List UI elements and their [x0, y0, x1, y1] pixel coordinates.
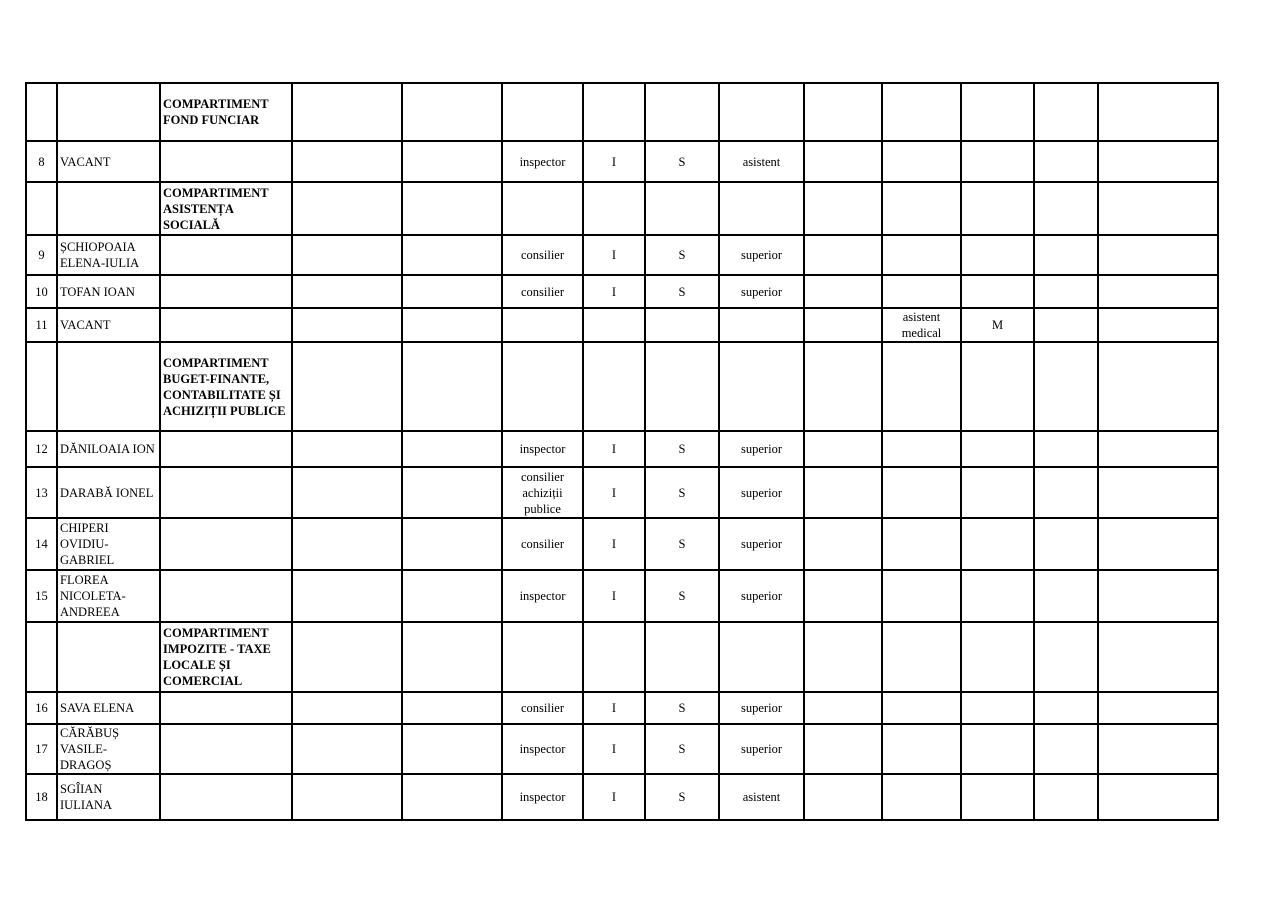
row-number: 15	[26, 570, 57, 622]
empty-cell	[402, 141, 502, 182]
empty-cell	[1098, 724, 1218, 774]
empty-cell	[26, 182, 57, 235]
contract-studies-cell	[961, 431, 1034, 467]
function-cell: inspector	[502, 431, 583, 467]
class-cell: I	[583, 275, 645, 308]
empty-cell	[26, 622, 57, 692]
empty-cell	[402, 83, 502, 141]
class-cell: I	[583, 141, 645, 182]
empty-cell	[160, 141, 292, 182]
empty-cell	[804, 342, 882, 431]
grade-cell: superior	[719, 518, 804, 570]
table-row	[26, 141, 1218, 182]
grade-cell: superior	[719, 431, 804, 467]
empty-cell	[402, 518, 502, 570]
empty-cell	[804, 275, 882, 308]
empty-cell	[502, 182, 583, 235]
empty-cell	[292, 692, 402, 724]
empty-cell	[645, 622, 719, 692]
empty-cell	[1098, 235, 1218, 275]
table-row	[26, 518, 1218, 570]
empty-cell	[292, 141, 402, 182]
table-row	[26, 774, 1218, 820]
empty-cell	[402, 467, 502, 518]
studies-cell: S	[645, 692, 719, 724]
empty-cell	[1034, 467, 1098, 518]
empty-cell	[882, 342, 961, 431]
empty-cell	[645, 83, 719, 141]
class-cell: I	[583, 467, 645, 518]
empty-cell	[292, 182, 402, 235]
class-cell: I	[583, 570, 645, 622]
function-cell: consilier	[502, 235, 583, 275]
empty-cell	[57, 342, 160, 431]
contract-function-cell	[882, 692, 961, 724]
empty-cell	[804, 622, 882, 692]
empty-cell	[1034, 235, 1098, 275]
empty-cell	[583, 83, 645, 141]
grade-cell: superior	[719, 467, 804, 518]
empty-cell	[160, 431, 292, 467]
section-title: COMPARTIMENT BUGET-FINANTE, CONTABILITATE ȘI ACHIZIȚII PUBLICE	[160, 342, 292, 431]
table-row	[26, 308, 1218, 342]
contract-function-cell	[882, 467, 961, 518]
empty-cell	[719, 342, 804, 431]
empty-cell	[1098, 570, 1218, 622]
empty-cell	[402, 774, 502, 820]
table-row	[26, 570, 1218, 622]
empty-cell	[57, 182, 160, 235]
empty-cell	[160, 308, 292, 342]
empty-cell	[402, 724, 502, 774]
class-cell: I	[583, 235, 645, 275]
section-row	[26, 622, 1218, 692]
empty-cell	[160, 570, 292, 622]
empty-cell	[160, 724, 292, 774]
empty-cell	[160, 235, 292, 275]
empty-cell	[1098, 275, 1218, 308]
table-row	[26, 467, 1218, 518]
empty-cell	[961, 83, 1034, 141]
empty-cell	[804, 692, 882, 724]
contract-studies-cell	[961, 235, 1034, 275]
empty-cell	[292, 774, 402, 820]
row-number: 13	[26, 467, 57, 518]
staff-table	[25, 82, 1219, 821]
studies-cell: S	[645, 518, 719, 570]
row-number: 10	[26, 275, 57, 308]
contract-function-cell	[882, 141, 961, 182]
contract-function-cell	[882, 774, 961, 820]
empty-cell	[160, 692, 292, 724]
empty-cell	[292, 570, 402, 622]
empty-cell	[882, 622, 961, 692]
empty-cell	[882, 83, 961, 141]
empty-cell	[804, 518, 882, 570]
row-number: 17	[26, 724, 57, 774]
contract-studies-cell	[961, 518, 1034, 570]
empty-cell	[292, 467, 402, 518]
empty-cell	[1034, 724, 1098, 774]
function-cell: consilier	[502, 518, 583, 570]
empty-cell	[804, 570, 882, 622]
function-cell: inspector	[502, 570, 583, 622]
empty-cell	[1034, 83, 1098, 141]
function-cell: inspector	[502, 724, 583, 774]
empty-cell	[1034, 182, 1098, 235]
empty-cell	[402, 431, 502, 467]
person-name: FLOREA NICOLETA-ANDREEA	[57, 570, 160, 622]
function-cell: consilier achiziții publice	[502, 467, 583, 518]
studies-cell: S	[645, 141, 719, 182]
empty-cell	[502, 342, 583, 431]
contract-function-cell	[882, 275, 961, 308]
person-name: SAVA ELENA	[57, 692, 160, 724]
empty-cell	[292, 83, 402, 141]
empty-cell	[402, 235, 502, 275]
studies-cell: S	[645, 467, 719, 518]
row-number: 8	[26, 141, 57, 182]
row-number: 18	[26, 774, 57, 820]
person-name: CĂRĂBUȘ VASILE-DRAGOȘ	[57, 724, 160, 774]
empty-cell	[1098, 141, 1218, 182]
empty-cell	[402, 570, 502, 622]
contract-studies-cell	[961, 467, 1034, 518]
empty-cell	[292, 518, 402, 570]
row-number: 9	[26, 235, 57, 275]
empty-cell	[402, 622, 502, 692]
grade-cell: asistent	[719, 774, 804, 820]
studies-cell: S	[645, 570, 719, 622]
empty-cell	[160, 275, 292, 308]
empty-cell	[583, 182, 645, 235]
row-number: 12	[26, 431, 57, 467]
empty-cell	[719, 182, 804, 235]
empty-cell	[804, 235, 882, 275]
grade-cell: superior	[719, 570, 804, 622]
grade-cell	[719, 308, 804, 342]
table-row	[26, 235, 1218, 275]
empty-cell	[961, 622, 1034, 692]
contract-studies-cell	[961, 141, 1034, 182]
empty-cell	[292, 622, 402, 692]
empty-cell	[1034, 774, 1098, 820]
studies-cell: S	[645, 235, 719, 275]
empty-cell	[1098, 774, 1218, 820]
empty-cell	[160, 774, 292, 820]
empty-cell	[1098, 342, 1218, 431]
section-title: COMPARTIMENT FOND FUNCIAR	[160, 83, 292, 141]
empty-cell	[1034, 342, 1098, 431]
empty-cell	[1098, 692, 1218, 724]
empty-cell	[26, 83, 57, 141]
empty-cell	[719, 622, 804, 692]
contract-function-cell: asistent medical	[882, 308, 961, 342]
empty-cell	[292, 235, 402, 275]
empty-cell	[1034, 308, 1098, 342]
empty-cell	[1034, 431, 1098, 467]
empty-cell	[961, 182, 1034, 235]
row-number: 14	[26, 518, 57, 570]
class-cell: I	[583, 724, 645, 774]
empty-cell	[1034, 518, 1098, 570]
row-number: 16	[26, 692, 57, 724]
empty-cell	[502, 83, 583, 141]
empty-cell	[160, 467, 292, 518]
empty-cell	[292, 342, 402, 431]
empty-cell	[804, 774, 882, 820]
person-name: VACANT	[57, 141, 160, 182]
empty-cell	[1098, 83, 1218, 141]
person-name: DĂNILOAIA ION	[57, 431, 160, 467]
empty-cell	[804, 467, 882, 518]
studies-cell: S	[645, 275, 719, 308]
empty-cell	[402, 182, 502, 235]
contract-function-cell	[882, 431, 961, 467]
empty-cell	[1098, 467, 1218, 518]
contract-function-cell	[882, 724, 961, 774]
table-row	[26, 692, 1218, 724]
contract-studies-cell	[961, 724, 1034, 774]
empty-cell	[402, 275, 502, 308]
class-cell: I	[583, 692, 645, 724]
person-name: TOFAN IOAN	[57, 275, 160, 308]
empty-cell	[804, 141, 882, 182]
empty-cell	[645, 182, 719, 235]
function-cell	[502, 308, 583, 342]
empty-cell	[402, 342, 502, 431]
studies-cell: S	[645, 724, 719, 774]
contract-studies-cell	[961, 692, 1034, 724]
class-cell: I	[583, 518, 645, 570]
empty-cell	[583, 622, 645, 692]
empty-cell	[804, 83, 882, 141]
studies-cell: S	[645, 774, 719, 820]
empty-cell	[804, 724, 882, 774]
contract-function-cell	[882, 570, 961, 622]
section-title: COMPARTIMENT ASISTENȚA SOCIALĂ	[160, 182, 292, 235]
empty-cell	[292, 308, 402, 342]
section-row	[26, 83, 1218, 141]
section-row	[26, 342, 1218, 431]
empty-cell	[1034, 141, 1098, 182]
empty-cell	[1098, 182, 1218, 235]
class-cell: I	[583, 431, 645, 467]
person-name: VACANT	[57, 308, 160, 342]
person-name: CHIPERI OVIDIU-GABRIEL	[57, 518, 160, 570]
empty-cell	[645, 342, 719, 431]
empty-cell	[719, 83, 804, 141]
grade-cell: superior	[719, 692, 804, 724]
contract-studies-cell	[961, 774, 1034, 820]
empty-cell	[292, 275, 402, 308]
empty-cell	[57, 83, 160, 141]
grade-cell: superior	[719, 724, 804, 774]
section-title: COMPARTIMENT IMPOZITE - TAXE LOCALE ȘI COMERCIAL	[160, 622, 292, 692]
contract-function-cell	[882, 235, 961, 275]
empty-cell	[57, 622, 160, 692]
grade-cell: asistent	[719, 141, 804, 182]
empty-cell	[1098, 622, 1218, 692]
function-cell: inspector	[502, 141, 583, 182]
section-row	[26, 182, 1218, 235]
contract-studies-cell	[961, 275, 1034, 308]
class-cell: I	[583, 774, 645, 820]
empty-cell	[804, 182, 882, 235]
empty-cell	[882, 182, 961, 235]
contract-studies-cell	[961, 570, 1034, 622]
person-name: SGÎIAN IULIANA	[57, 774, 160, 820]
empty-cell	[1034, 692, 1098, 724]
empty-cell	[804, 308, 882, 342]
empty-cell	[1034, 570, 1098, 622]
empty-cell	[961, 342, 1034, 431]
empty-cell	[402, 308, 502, 342]
table-row	[26, 275, 1218, 308]
studies-cell	[645, 308, 719, 342]
empty-cell	[1098, 518, 1218, 570]
empty-cell	[292, 431, 402, 467]
empty-cell	[292, 724, 402, 774]
empty-cell	[502, 622, 583, 692]
person-name: ȘCHIOPOAIA ELENA-IULIA	[57, 235, 160, 275]
contract-studies-cell: M	[961, 308, 1034, 342]
empty-cell	[1098, 308, 1218, 342]
empty-cell	[402, 692, 502, 724]
row-number: 11	[26, 308, 57, 342]
person-name: DARABĂ IONEL	[57, 467, 160, 518]
empty-cell	[804, 431, 882, 467]
grade-cell: superior	[719, 235, 804, 275]
function-cell: inspector	[502, 774, 583, 820]
empty-cell	[26, 342, 57, 431]
table-row	[26, 724, 1218, 774]
class-cell	[583, 308, 645, 342]
grade-cell: superior	[719, 275, 804, 308]
empty-cell	[583, 342, 645, 431]
empty-cell	[1034, 275, 1098, 308]
function-cell: consilier	[502, 692, 583, 724]
empty-cell	[1098, 431, 1218, 467]
empty-cell	[160, 518, 292, 570]
contract-function-cell	[882, 518, 961, 570]
studies-cell: S	[645, 431, 719, 467]
function-cell: consilier	[502, 275, 583, 308]
table-row	[26, 431, 1218, 467]
empty-cell	[1034, 622, 1098, 692]
